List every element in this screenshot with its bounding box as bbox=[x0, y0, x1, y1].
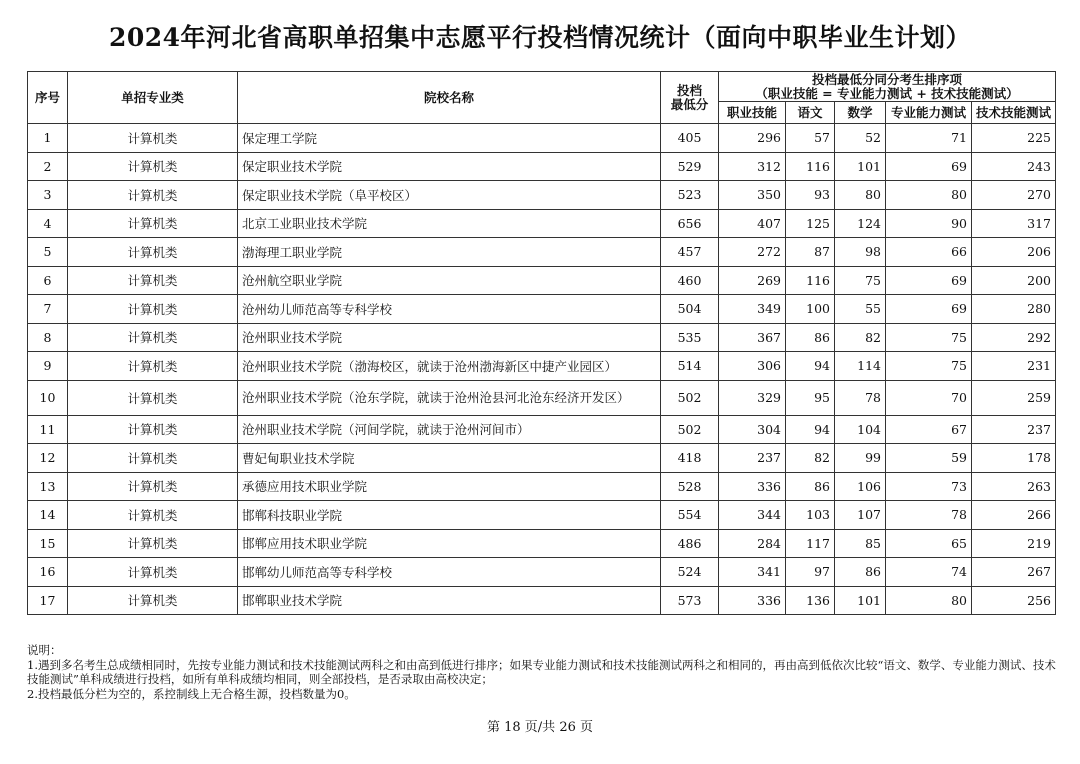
school-cell: 邯郸科技职业学院 bbox=[238, 501, 661, 530]
skill-cell: 329 bbox=[719, 380, 786, 415]
ability-cell: 73 bbox=[886, 472, 972, 501]
tech-cell: 266 bbox=[972, 501, 1056, 530]
tech-cell: 256 bbox=[972, 586, 1056, 615]
header-ability: 专业能力测试 bbox=[886, 102, 972, 124]
seq-cell: 3 bbox=[28, 181, 68, 210]
notes-heading: 说明： bbox=[27, 643, 62, 657]
ability-cell: 90 bbox=[886, 209, 972, 238]
min-score-cell: 405 bbox=[661, 124, 719, 153]
math-cell: 104 bbox=[835, 415, 886, 444]
min-score-cell: 418 bbox=[661, 444, 719, 473]
ability-cell: 69 bbox=[886, 295, 972, 324]
math-cell: 98 bbox=[835, 238, 886, 267]
skill-cell: 407 bbox=[719, 209, 786, 238]
header-min-score: 投档 最低分 bbox=[661, 72, 719, 124]
chinese-cell: 86 bbox=[786, 472, 835, 501]
seq-cell: 5 bbox=[28, 238, 68, 267]
skill-cell: 367 bbox=[719, 323, 786, 352]
major-cell: 计算机类 bbox=[68, 295, 238, 324]
header-tie-group-line1: 投档最低分同分考生排序项 bbox=[812, 71, 963, 87]
seq-cell: 15 bbox=[28, 529, 68, 558]
tech-cell: 317 bbox=[972, 209, 1056, 238]
document-title: 2024年河北省高职单招集中志愿平行投档情况统计（面向中职毕业生计划） bbox=[108, 23, 972, 52]
major-cell: 计算机类 bbox=[68, 472, 238, 501]
table-body bbox=[28, 124, 1056, 615]
note-1: 1.遇到多名考生总成绩相同时，先按专业能力测试和技术技能测试两科之和由高到低进行排序；如果专业能力测试和技术技能测试两科之和相同的，再由高到低依次比较“语文、数学、专业能力测试、技术技能测试”单科成绩进行投档，如所有单科成绩均相同，则全部投档，是否录取由高校决定； bbox=[27, 657, 1056, 686]
header-tie-group bbox=[719, 72, 1056, 102]
tech-cell: 225 bbox=[972, 124, 1056, 153]
major-cell: 计算机类 bbox=[68, 152, 238, 181]
skill-cell: 336 bbox=[719, 472, 786, 501]
seq-cell: 14 bbox=[28, 501, 68, 530]
ability-cell: 59 bbox=[886, 444, 972, 473]
skill-cell: 336 bbox=[719, 586, 786, 615]
header-seq: 序号 bbox=[28, 72, 68, 124]
school-cell: 曹妃甸职业技术学院 bbox=[238, 444, 661, 473]
admission-table bbox=[27, 71, 1056, 615]
table-row bbox=[28, 124, 1056, 153]
table-row bbox=[28, 181, 1056, 210]
table-row bbox=[28, 295, 1056, 324]
table-row bbox=[28, 529, 1056, 558]
major-cell: 计算机类 bbox=[68, 558, 238, 587]
major-cell: 计算机类 bbox=[68, 323, 238, 352]
header-skill: 职业技能 bbox=[719, 102, 786, 124]
tech-cell: 219 bbox=[972, 529, 1056, 558]
skill-cell: 272 bbox=[719, 238, 786, 267]
seq-cell: 4 bbox=[28, 209, 68, 238]
min-score-cell: 486 bbox=[661, 529, 719, 558]
seq-cell: 7 bbox=[28, 295, 68, 324]
tech-cell: 243 bbox=[972, 152, 1056, 181]
chinese-cell: 136 bbox=[786, 586, 835, 615]
min-score-cell: 524 bbox=[661, 558, 719, 587]
header-major: 单招专业类 bbox=[68, 72, 238, 124]
major-cell: 计算机类 bbox=[68, 209, 238, 238]
min-score-cell: 514 bbox=[661, 352, 719, 381]
chinese-cell: 100 bbox=[786, 295, 835, 324]
seq-cell: 10 bbox=[28, 380, 68, 415]
school-cell: 保定理工学院 bbox=[238, 124, 661, 153]
chinese-cell: 86 bbox=[786, 323, 835, 352]
major-cell: 计算机类 bbox=[68, 529, 238, 558]
ability-cell: 69 bbox=[886, 152, 972, 181]
tech-cell: 292 bbox=[972, 323, 1056, 352]
table-row bbox=[28, 501, 1056, 530]
seq-cell: 12 bbox=[28, 444, 68, 473]
math-cell: 78 bbox=[835, 380, 886, 415]
math-cell: 86 bbox=[835, 558, 886, 587]
math-cell: 114 bbox=[835, 352, 886, 381]
table-row bbox=[28, 238, 1056, 267]
skill-cell: 296 bbox=[719, 124, 786, 153]
notes bbox=[27, 643, 1067, 701]
school-cell: 沧州职业技术学院 bbox=[238, 323, 661, 352]
tech-cell: 200 bbox=[972, 266, 1056, 295]
math-cell: 101 bbox=[835, 586, 886, 615]
school-cell: 邯郸应用技术职业学院 bbox=[238, 529, 661, 558]
chinese-cell: 116 bbox=[786, 152, 835, 181]
tech-cell: 237 bbox=[972, 415, 1056, 444]
math-cell: 107 bbox=[835, 501, 886, 530]
seq-cell: 1 bbox=[28, 124, 68, 153]
chinese-cell: 125 bbox=[786, 209, 835, 238]
major-cell: 计算机类 bbox=[68, 181, 238, 210]
chinese-cell: 94 bbox=[786, 352, 835, 381]
math-cell: 55 bbox=[835, 295, 886, 324]
chinese-cell: 87 bbox=[786, 238, 835, 267]
skill-cell: 269 bbox=[719, 266, 786, 295]
header-school: 院校名称 bbox=[238, 72, 661, 124]
tech-cell: 280 bbox=[972, 295, 1056, 324]
table-row bbox=[28, 352, 1056, 381]
major-cell: 计算机类 bbox=[68, 501, 238, 530]
skill-cell: 304 bbox=[719, 415, 786, 444]
table-row bbox=[28, 266, 1056, 295]
ability-cell: 80 bbox=[886, 181, 972, 210]
major-cell: 计算机类 bbox=[68, 124, 238, 153]
school-cell: 承德应用技术职业学院 bbox=[238, 472, 661, 501]
skill-cell: 284 bbox=[719, 529, 786, 558]
min-score-cell: 460 bbox=[661, 266, 719, 295]
min-score-cell: 457 bbox=[661, 238, 719, 267]
tech-cell: 231 bbox=[972, 352, 1056, 381]
seq-cell: 16 bbox=[28, 558, 68, 587]
tech-cell: 206 bbox=[972, 238, 1056, 267]
seq-cell: 2 bbox=[28, 152, 68, 181]
skill-cell: 344 bbox=[719, 501, 786, 530]
major-cell: 计算机类 bbox=[68, 444, 238, 473]
chinese-cell: 117 bbox=[786, 529, 835, 558]
seq-cell: 6 bbox=[28, 266, 68, 295]
ability-cell: 69 bbox=[886, 266, 972, 295]
skill-cell: 306 bbox=[719, 352, 786, 381]
table-row bbox=[28, 209, 1056, 238]
skill-cell: 237 bbox=[719, 444, 786, 473]
school-cell: 沧州职业技术学院（渤海校区，就读于沧州渤海新区中捷产业园区） bbox=[238, 352, 661, 381]
chinese-cell: 82 bbox=[786, 444, 835, 473]
min-score-cell: 529 bbox=[661, 152, 719, 181]
min-score-cell: 504 bbox=[661, 295, 719, 324]
table-row bbox=[28, 472, 1056, 501]
math-cell: 85 bbox=[835, 529, 886, 558]
skill-cell: 312 bbox=[719, 152, 786, 181]
tech-cell: 178 bbox=[972, 444, 1056, 473]
table-row bbox=[28, 415, 1056, 444]
math-cell: 80 bbox=[835, 181, 886, 210]
min-score-cell: 523 bbox=[661, 181, 719, 210]
min-score-cell: 502 bbox=[661, 415, 719, 444]
school-cell: 保定职业技术学院（阜平校区） bbox=[238, 181, 661, 210]
school-cell: 邯郸幼儿师范高等专科学校 bbox=[238, 558, 661, 587]
math-cell: 99 bbox=[835, 444, 886, 473]
school-cell: 保定职业技术学院 bbox=[238, 152, 661, 181]
ability-cell: 75 bbox=[886, 323, 972, 352]
math-cell: 82 bbox=[835, 323, 886, 352]
ability-cell: 80 bbox=[886, 586, 972, 615]
header-chinese: 语文 bbox=[786, 102, 835, 124]
table-row bbox=[28, 558, 1056, 587]
min-score-cell: 573 bbox=[661, 586, 719, 615]
seq-cell: 17 bbox=[28, 586, 68, 615]
chinese-cell: 93 bbox=[786, 181, 835, 210]
ability-cell: 78 bbox=[886, 501, 972, 530]
tech-cell: 267 bbox=[972, 558, 1056, 587]
skill-cell: 341 bbox=[719, 558, 786, 587]
math-cell: 124 bbox=[835, 209, 886, 238]
ability-cell: 67 bbox=[886, 415, 972, 444]
chinese-cell: 103 bbox=[786, 501, 835, 530]
ability-cell: 74 bbox=[886, 558, 972, 587]
note-2: 2.投档最低分栏为空的，系控制线上无合格生源，投档数量为0。 bbox=[27, 686, 356, 701]
school-cell: 渤海理工职业学院 bbox=[238, 238, 661, 267]
chinese-cell: 95 bbox=[786, 380, 835, 415]
chinese-cell: 97 bbox=[786, 558, 835, 587]
school-cell: 沧州航空职业学院 bbox=[238, 266, 661, 295]
school-cell: 沧州职业技术学院（沧东学院，就读于沧州沧县河北沧东经济开发区） bbox=[238, 380, 661, 415]
school-cell: 北京工业职业技术学院 bbox=[238, 209, 661, 238]
min-score-cell: 502 bbox=[661, 380, 719, 415]
table-row bbox=[28, 444, 1056, 473]
min-score-cell: 535 bbox=[661, 323, 719, 352]
school-cell: 沧州职业技术学院（河间学院，就读于沧州河间市） bbox=[238, 415, 661, 444]
tech-cell: 259 bbox=[972, 380, 1056, 415]
chinese-cell: 57 bbox=[786, 124, 835, 153]
school-cell: 沧州幼儿师范高等专科学校 bbox=[238, 295, 661, 324]
tech-cell: 270 bbox=[972, 181, 1056, 210]
math-cell: 106 bbox=[835, 472, 886, 501]
math-cell: 75 bbox=[835, 266, 886, 295]
chinese-cell: 94 bbox=[786, 415, 835, 444]
table-row bbox=[28, 152, 1056, 181]
skill-cell: 349 bbox=[719, 295, 786, 324]
table-row bbox=[28, 323, 1056, 352]
seq-cell: 11 bbox=[28, 415, 68, 444]
major-cell: 计算机类 bbox=[68, 266, 238, 295]
min-score-cell: 656 bbox=[661, 209, 719, 238]
major-cell: 计算机类 bbox=[68, 238, 238, 267]
min-score-cell: 528 bbox=[661, 472, 719, 501]
header-tie-group-line2: （职业技能 = 专业能力测试 + 技术技能测试） bbox=[755, 85, 1019, 101]
ability-cell: 75 bbox=[886, 352, 972, 381]
header-tech: 技术技能测试 bbox=[972, 102, 1056, 124]
seq-cell: 13 bbox=[28, 472, 68, 501]
skill-cell: 350 bbox=[719, 181, 786, 210]
ability-cell: 71 bbox=[886, 124, 972, 153]
math-cell: 52 bbox=[835, 124, 886, 153]
school-cell: 邯郸职业技术学院 bbox=[238, 586, 661, 615]
ability-cell: 66 bbox=[886, 238, 972, 267]
table-row bbox=[28, 380, 1056, 415]
seq-cell: 8 bbox=[28, 323, 68, 352]
page-footer: 第 18 页/共 26 页 bbox=[487, 720, 593, 735]
chinese-cell: 116 bbox=[786, 266, 835, 295]
header-math: 数学 bbox=[835, 102, 886, 124]
ability-cell: 65 bbox=[886, 529, 972, 558]
tech-cell: 263 bbox=[972, 472, 1056, 501]
ability-cell: 70 bbox=[886, 380, 972, 415]
major-cell: 计算机类 bbox=[68, 380, 238, 415]
math-cell: 101 bbox=[835, 152, 886, 181]
major-cell: 计算机类 bbox=[68, 352, 238, 381]
major-cell: 计算机类 bbox=[68, 415, 238, 444]
major-cell: 计算机类 bbox=[68, 586, 238, 615]
seq-cell: 9 bbox=[28, 352, 68, 381]
table-row bbox=[28, 586, 1056, 615]
min-score-cell: 554 bbox=[661, 501, 719, 530]
